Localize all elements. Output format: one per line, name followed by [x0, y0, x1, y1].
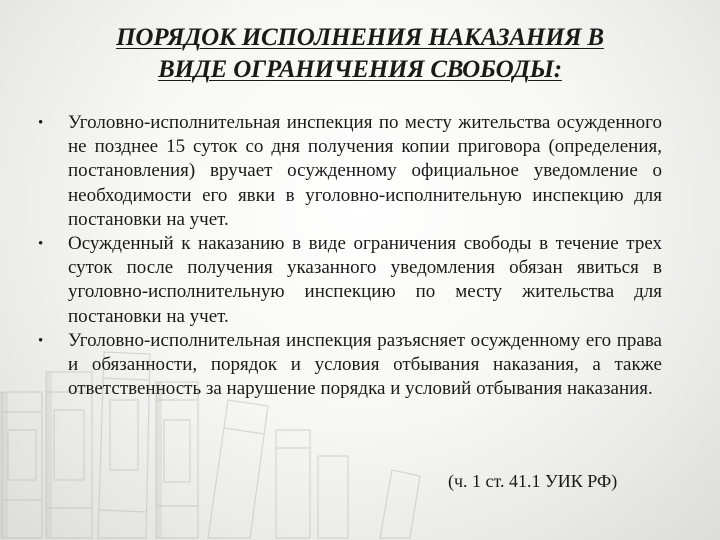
- bullet-icon: •: [38, 332, 44, 349]
- bullet-text: Осужденный к наказанию в виде ограничения свободы в течение трех суток после получения указанного уведомления обязан явиться в уголовно-исполнительную инспекцию по месту жительства для постановки на учет.: [68, 233, 662, 327]
- bullet-icon: •: [38, 115, 44, 131]
- bullet-text: Уголовно-исполнительная инспекция по месту жительства осужденного не позднее 15 суток со дня получения копии приговора (определения, постановления) вручает осужденному официальное уведомление о необходимости его явки в уголовно-исполнительную инспекцию для постановки на учет.: [68, 112, 662, 230]
- bullet-text: Уголовно-исполнительная инспекция разъясняет осужденному его права и обязанности, порядок и условия отбывания наказания, а также ответственность за нарушение порядка и условий отбывания наказания.: [68, 329, 662, 400]
- slide-title: [40, 22, 680, 86]
- slide-title-line-2: ВИДЕ ОГРАНИЧЕНИЯ СВОБОДЫ:: [158, 56, 562, 83]
- bullet-icon: •: [38, 236, 44, 253]
- bullet-item-rights-explanation: [36, 329, 662, 402]
- slide-title-line-1: ПОРЯДОК ИСПОЛНЕНИЯ НАКАЗАНИЯ В: [116, 24, 604, 51]
- source-citation: (ч. 1 ст. 41.1 УИК РФ): [448, 471, 618, 491]
- bullet-item-convict-obligation: [36, 232, 662, 329]
- bullet-list: [36, 111, 662, 401]
- bullet-item-inspection-notice: [36, 111, 662, 232]
